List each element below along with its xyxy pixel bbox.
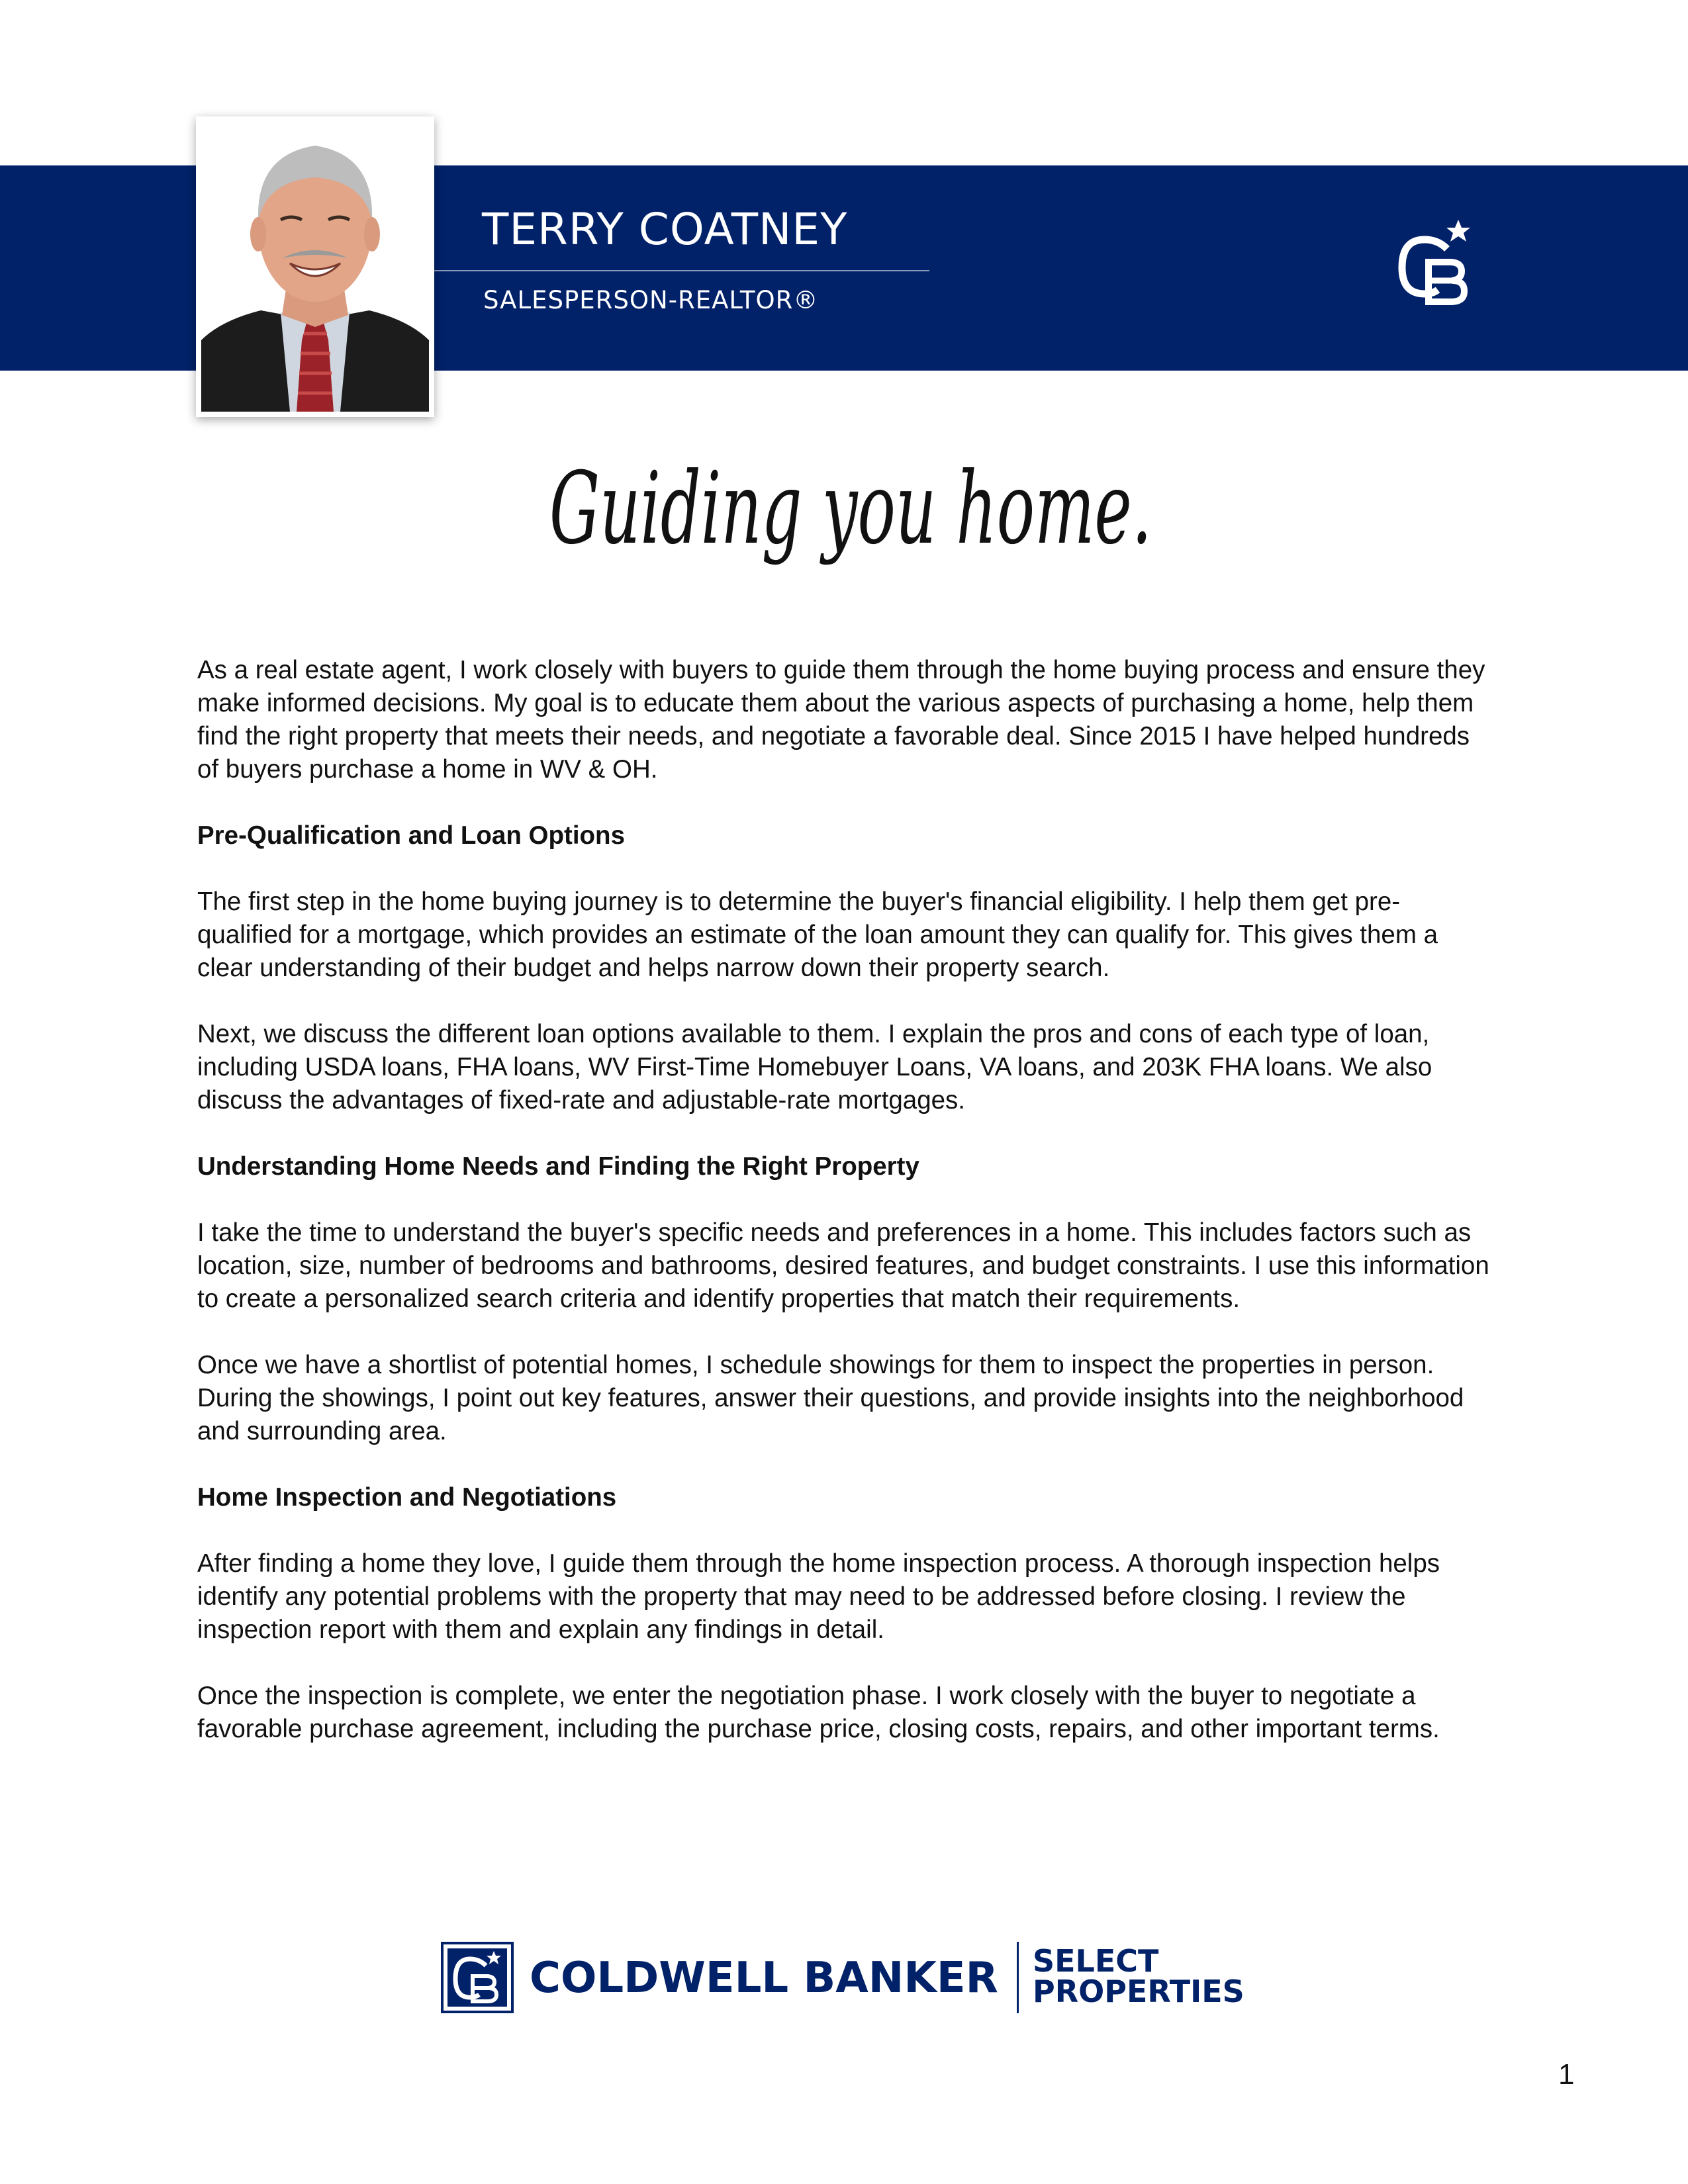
banner-divider bbox=[434, 270, 929, 271]
intro-paragraph: As a real estate agent, I work closely with buyers to guide them through the home buying process and ensure they make informed decisions. My goal is to educate them about the various aspects of purchasing a home, help them find the right property that meets their needs, and negotiate a favorable deal. Since 2015 I have helped hundreds of buyers purchase a home in WV & OH. bbox=[197, 656, 1485, 784]
page-number: 1 bbox=[1558, 2058, 1575, 2091]
paragraph-home-needs: I take the time to understand the buyer's specific needs and preferences in a home. This includes factors such as location, size, number of bedrooms and bathrooms, desired features, and budget constraints. I use this information to create a personalized search criteria and identify properties that match their requirements. bbox=[197, 1218, 1489, 1313]
footer-brand-name: COLDWELL BANKER bbox=[530, 1954, 998, 2003]
section-heading-prequalification: Pre-Qualification and Loan Options bbox=[197, 821, 625, 850]
cb-monogram-icon bbox=[1390, 220, 1476, 312]
paragraph-loan-options: Next, we discuss the different loan options available to them. I explain the pros and cons of each type of loan, including USDA loans, FHA loans, WV First-Time Homebuyer Loans, VA loans, and 203K FHA loans. We also discuss the advantages of fixed-rate and adjustable-rate mortgages. bbox=[197, 1020, 1432, 1115]
agent-title: SALESPERSON-REALTOR® bbox=[483, 286, 819, 314]
footer-office-line-1: SELECT bbox=[1033, 1943, 1159, 1979]
agent-photo-frame bbox=[196, 116, 434, 417]
agent-name: TERRY COATNEY bbox=[482, 204, 848, 255]
footer-office-line-2: PROPERTIES bbox=[1033, 1974, 1244, 2009]
footer-logo bbox=[441, 1938, 1248, 2017]
tagline-text: Guiding you home. bbox=[549, 451, 1152, 567]
section-heading-home-needs: Understanding Home Needs and Finding the Right Property bbox=[197, 1152, 919, 1181]
section-heading-inspection: Home Inspection and Negotiations bbox=[197, 1483, 617, 1512]
footer-divider bbox=[1017, 1942, 1019, 2013]
paragraph-inspection: After finding a home they love, I guide them through the home inspection process. A thorough inspection helps identify any potential problems with the property that may need to be addressed before closing. I review the inspection report with them and explain any findings in detail. bbox=[197, 1549, 1440, 1644]
paragraph-showings: Once we have a shortlist of potential homes, I schedule showings for them to inspect the properties in person. During the showings, I point out key features, answer their questions, and provide insights into the neighborhood and surrounding area. bbox=[197, 1351, 1464, 1445]
body-content bbox=[197, 654, 1495, 1779]
cb-logo-box-icon bbox=[441, 1942, 514, 2013]
tagline-script bbox=[543, 430, 1158, 615]
paragraph-prequalification: The first step in the home buying journey is to determine the buyer's financial eligibility. I help them get pre-qualified for a mortgage, which provides an estimate of the loan amount they can qualify for. This gives them a clear understanding of their budget and helps narrow down their property search. bbox=[197, 887, 1438, 982]
agent-headshot bbox=[201, 122, 429, 412]
footer-office-name bbox=[1033, 1943, 1244, 2009]
paragraph-negotiation: Once the inspection is complete, we enter the negotiation phase. I work closely with the buyer to negotiate a favorable purchase agreement, including the purchase price, closing costs, repairs, and other important terms. bbox=[197, 1682, 1440, 1743]
